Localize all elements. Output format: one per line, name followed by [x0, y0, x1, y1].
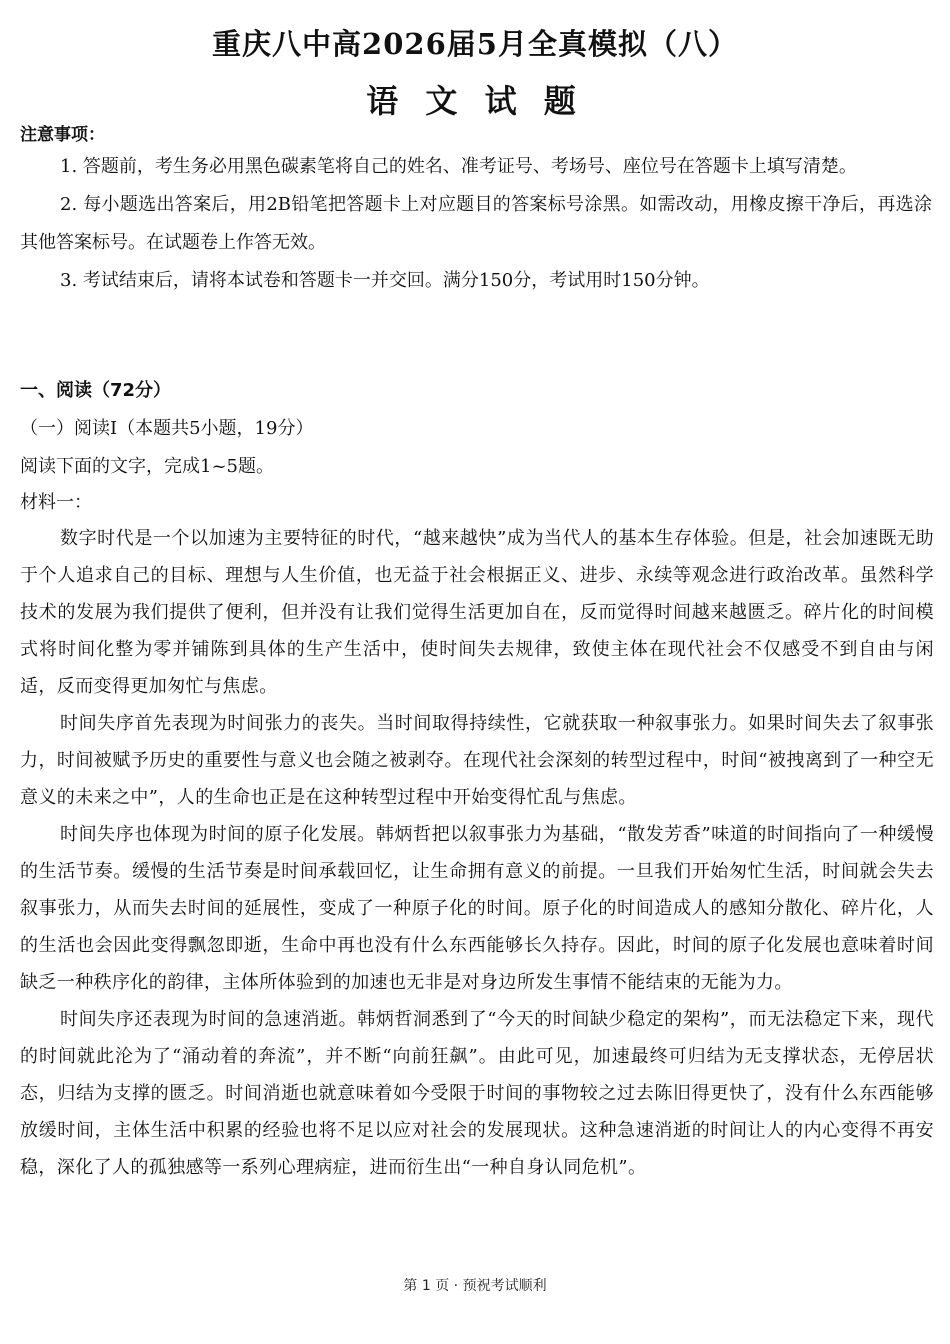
passage-paragraph: 时间失序还表现为时间的急速消逝。韩炳哲洞悉到了“今天的时间缺少稳定的架构”，而无法稳定下来，现代的时间就此沦为了“涌动着的奔流”，并不断“向前狂飙”。由此可见，加速最终可归结为无支撑状态，无停居状态，归结为支撑的匮乏。时间消逝也就意味着如今受限于时间的事物较之过去陈旧得更快了，没有什么东西能够放缓时间，主体生活中积累的经验也将不足以应对社会的发展现状。这种急速消逝的时间让人的内心变得不再安稳，深化了人的孤独感等一系列心理病症，进而衍生出“一种自身认同危机”。: [20, 1009, 934, 1178]
exam-title: 重庆八中高2026届5月全真模拟（八）: [212, 27, 738, 61]
notice-list: [20, 148, 932, 300]
section-heading: 一、阅读（72分）: [20, 380, 172, 401]
notice-item: 1. 答题前，考生务必用黑色碳素笔将自己的姓名、准考证号、考场号、座位号在答题卡上填写清楚。: [60, 156, 857, 177]
passage-paragraph: 数字时代是一个以加速为主要特征的时代，“越来越快”成为当代人的基本生存体验。但是，社会加速既无助于个人追求自己的目标、理想与人生价值，也无益于社会根据正义、进步、永续等观念进行政治改革。虽然科学技术的发展为我们提供了便利，但并没有让我们觉得生活更加自在，反而觉得时间越来越匮乏。碎片化的时间模式将时间化整为零并铺陈到具体的生产生活中，使时间失去规律，致使主体在现代社会不仅感受不到自由与闲适，反而变得更加匆忙与焦虑。: [20, 528, 934, 697]
material-label: 材料一：: [20, 492, 92, 513]
page-footer: 第 1 页 · 预祝考试顺利: [403, 1278, 547, 1294]
notice-heading: 注意事项：: [20, 125, 105, 145]
passage-paragraph: 时间失序首先表现为时间张力的丧失。当时间取得持续性，它就获取一种叙事张力。如果时间失去了叙事张力，时间被赋予历史的重要性与意义也会随之被剥夺。在现代社会深刻的转型过程中，时间“被拽离到了一种空无意义的未来之中”，人的生命也正是在这种转型过程中开始变得忙乱与焦虑。: [20, 713, 934, 808]
section-subheading: （一）阅读Ⅰ（本题共5小题，19分）: [20, 418, 314, 439]
notice-item: 3. 考试结束后，请将本试卷和答题卡一并交回。满分150分，考试用时150分钟。: [60, 270, 710, 291]
notice-item: 2. 每小题选出答案后，用2B铅笔把答题卡上对应题目的答案标号涂黑。如需改动，用橡皮擦干净后，再选涂其他答案标号。在试题卷上作答无效。: [20, 194, 932, 253]
exam-subtitle: 语 文 试 题: [366, 82, 584, 120]
section-instruction: 阅读下面的文字，完成1~5题。: [20, 456, 274, 477]
passage-paragraph: 时间失序也体现为时间的原子化发展。韩炳哲把以叙事张力为基础，“散发芳香”味道的时间指向了一种缓慢的生活节奏。缓慢的生活节奏是时间承载回忆，让生命拥有意义的前提。一旦我们开始匆忙生活，时间就会失去叙事张力，从而失去时间的延展性，变成了一种原子化的时间。原子化的时间造成人的感知分散化、碎片化，人的生活也会因此变得飘忽即逝，生命中再也没有什么东西能够长久持存。因此，时间的原子化发展也意味着时间缺乏一种秩序化的韵律，主体所体验到的加速也无非是对身边所发生事情不能结束的无能为力。: [20, 824, 934, 993]
reading-passage: [20, 520, 934, 1186]
